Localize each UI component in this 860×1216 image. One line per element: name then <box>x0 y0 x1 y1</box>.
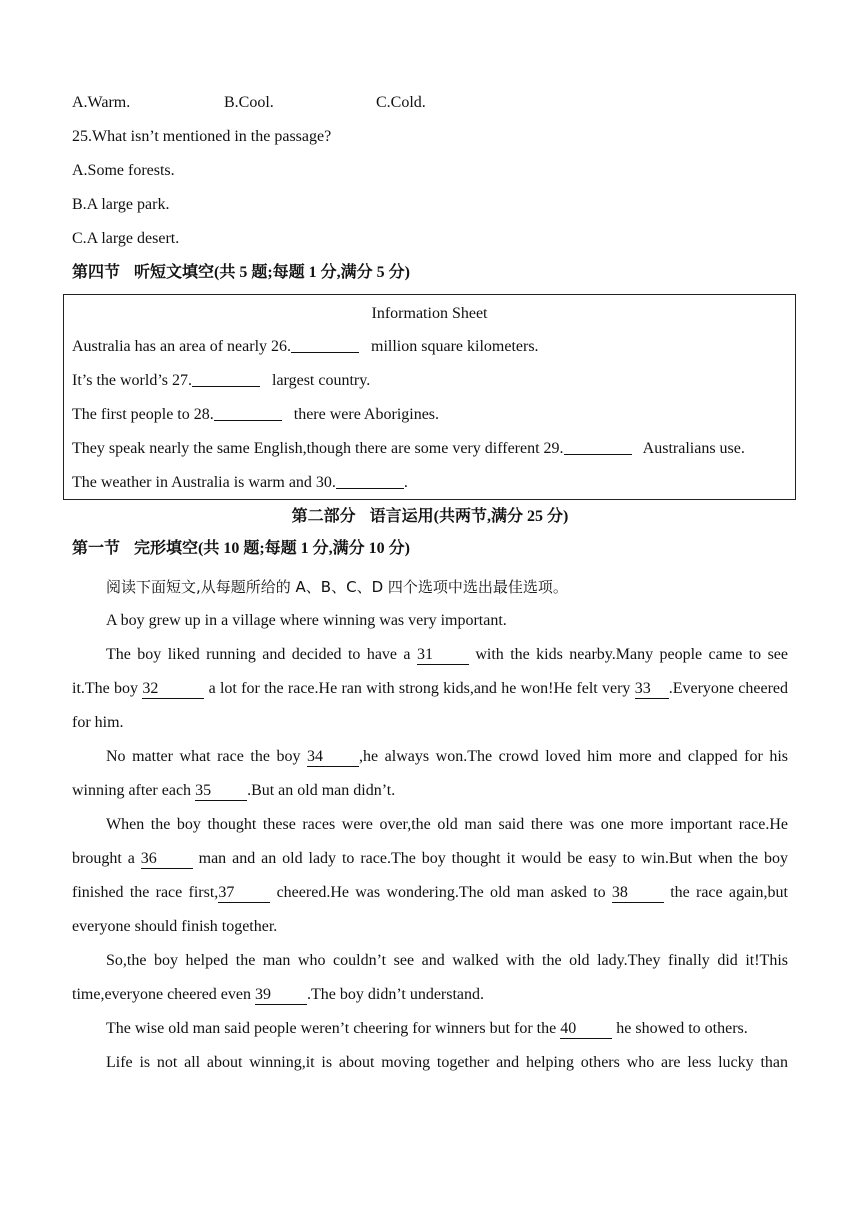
cloze-blank-36[interactable]: 36 <box>141 850 193 869</box>
cloze-text: cheered.He was wondering.The old man asked to <box>270 884 612 901</box>
answer-blank-26[interactable] <box>291 336 359 353</box>
q25-option-a[interactable]: A.Some forests. <box>72 162 175 179</box>
info-row-text: The weather in Australia is warm and 30. <box>72 474 336 491</box>
q24-options <box>72 90 788 124</box>
cloze-text: No matter what race the boy <box>106 748 308 765</box>
info-row-29 <box>72 435 795 469</box>
section4-label: 第四节 <box>72 264 121 281</box>
section4-title: 听短文填空(共 5 题;每题 1 分,满分 5 分) <box>134 264 411 281</box>
cloze-text: The wise old man said people weren’t cheering for winners but for the <box>106 1020 561 1037</box>
cloze-paragraph-4 <box>72 808 788 944</box>
cloze-blank-32[interactable]: 32 <box>142 680 204 699</box>
section1-label: 第一节 <box>72 540 121 557</box>
answer-blank-29[interactable] <box>564 438 632 455</box>
cloze-paragraph-3 <box>72 740 788 808</box>
cloze-blank-35[interactable]: 35 <box>195 782 247 801</box>
section1-heading <box>72 536 788 570</box>
part2-label: 第二部分 <box>291 508 356 525</box>
cloze-blank-37[interactable]: 37 <box>218 884 270 903</box>
cloze-text: .Everyone cheered for him. <box>72 680 789 731</box>
cloze-blank-40[interactable]: 40 <box>560 1020 612 1039</box>
cloze-paragraph-2 <box>72 638 788 740</box>
cloze-text: the race again,but everyone should finish together. <box>72 884 789 935</box>
part2-heading <box>72 502 788 536</box>
info-row-26 <box>72 333 795 367</box>
cloze-text: ,he always won.The crowd loved him more and clapped for his winning after each <box>72 748 789 799</box>
q24-option-b[interactable]: B.Cool. <box>224 94 274 111</box>
cloze-paragraph-5 <box>72 944 788 1012</box>
cloze-text: with the kids nearby.Many people came to see it.The boy <box>72 646 788 697</box>
info-row-text: Australians use. <box>639 440 745 457</box>
info-row-text: there were Aborigines. <box>289 406 440 423</box>
info-row-text: . <box>403 474 408 491</box>
cloze-blank-38[interactable]: 38 <box>612 884 664 903</box>
cloze-text: man and an old lady to race.The boy thought it would be easy to win.But when the boy finished the race first, <box>72 850 789 901</box>
cloze-text: he showed to others. <box>612 1020 748 1037</box>
answer-blank-28[interactable] <box>214 404 282 421</box>
cloze-text: a lot for the race.He ran with strong kids,and he won!He felt very <box>204 680 635 697</box>
page <box>72 90 788 1080</box>
q24-option-a[interactable]: A.Warm. <box>72 94 131 111</box>
cloze-text: When the boy thought these races were over,the old man said there was one more important race.He brought a <box>72 816 788 867</box>
q24-option-c[interactable]: C.Cold. <box>376 94 426 111</box>
info-row-28 <box>72 401 795 435</box>
cloze-text: .But an old man didn’t. <box>247 782 396 799</box>
info-row-30 <box>72 469 795 503</box>
section1-title: 完形填空(共 10 题;每题 1 分,满分 10 分) <box>134 540 411 557</box>
q25-option-c[interactable]: C.A large desert. <box>72 230 180 247</box>
cloze-paragraph-1: A boy grew up in a village where winning was very important. <box>106 612 507 629</box>
cloze-blank-39[interactable]: 39 <box>255 986 307 1005</box>
cloze-blank-33[interactable]: 33 <box>635 680 669 699</box>
q25-option-b[interactable]: B.A large park. <box>72 196 170 213</box>
section4-heading <box>72 260 788 294</box>
info-row-text: The first people to 28. <box>72 406 214 423</box>
cloze-paragraph-7: Life is not all about winning,it is about moving together and helping others who are less lucky than <box>106 1054 788 1071</box>
cloze-blank-34[interactable]: 34 <box>307 748 359 767</box>
cloze-instruction: 阅读下面短文,从每题所给的 A、B、C、D 四个选项中选出最佳选项。 <box>106 578 568 596</box>
cloze-blank-31[interactable]: 31 <box>417 646 469 665</box>
answer-blank-27[interactable] <box>192 370 260 387</box>
information-sheet <box>63 294 796 500</box>
cloze-text: So,the boy helped the man who couldn’t see and walked with the old lady.They finally did it!This time,everyone cheered even <box>72 952 788 1003</box>
info-row-text: Australia has an area of nearly 26. <box>72 338 292 355</box>
info-row-text: million square kilometers. <box>367 338 539 355</box>
cloze-text: The boy liked running and decided to have a <box>106 646 417 663</box>
info-row-27 <box>72 367 795 401</box>
answer-blank-30[interactable] <box>336 472 404 489</box>
cloze-paragraph-6 <box>72 1012 788 1046</box>
info-row-text: It’s the world’s 27. <box>72 372 192 389</box>
q25-question: 25.What isn’t mentioned in the passage? <box>72 128 332 145</box>
cloze-text: .The boy didn’t understand. <box>307 986 485 1003</box>
info-row-text: They speak nearly the same English,though there are some very different 29. <box>72 440 564 457</box>
info-row-text: largest country. <box>268 372 371 389</box>
information-sheet-title: Information Sheet <box>371 305 488 322</box>
part2-title: 语言运用(共两节,满分 25 分) <box>369 508 569 525</box>
